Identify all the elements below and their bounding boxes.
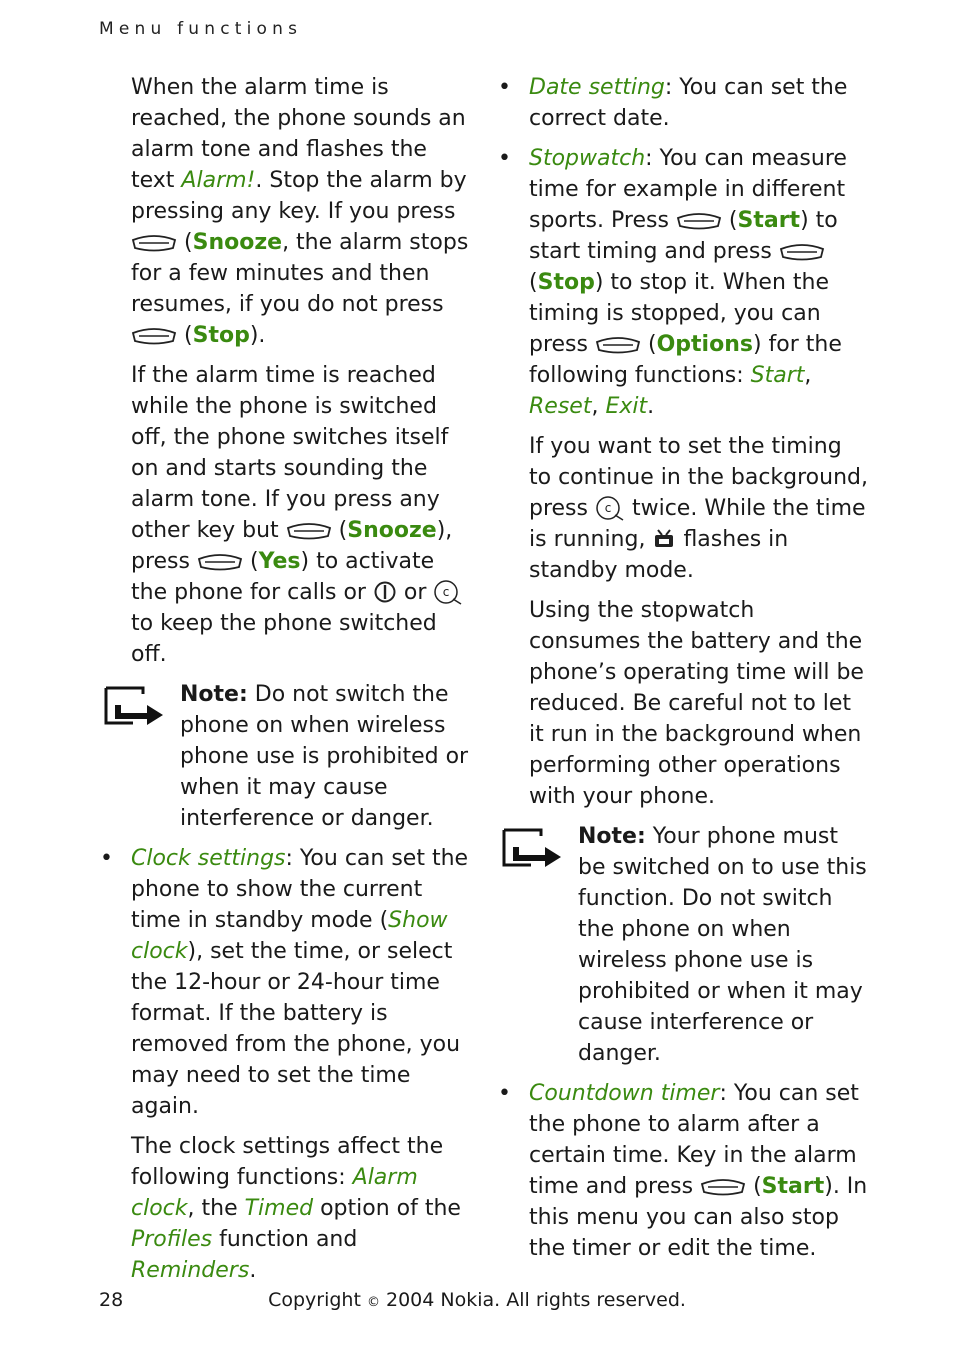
- alarm-clock-term: Alarm clock: [131, 1165, 418, 1221]
- bullet-dot: •: [100, 846, 113, 871]
- start-term: Start: [761, 1174, 825, 1199]
- power-key-icon: [373, 580, 397, 604]
- selection-key-icon: [131, 327, 177, 345]
- countdown-timer-term: Countdown timer: [529, 1081, 720, 1106]
- selection-key-icon: [595, 336, 641, 354]
- snooze-term: Snooze: [347, 518, 437, 543]
- reminders-term: Reminders: [131, 1258, 250, 1283]
- list-item-countdown-timer: • Countdown timer: You can set the phone to alarm after a certain time. Key in the alarm time and press (Start). In this menu you can also stop the timer or edit the time.: [499, 1078, 869, 1264]
- note-hand-icon: [103, 685, 165, 727]
- alarm-paragraph: When the alarm time is reached, the phone sounds an alarm tone and flashes the text Alarm!. Stop the alarm by pressing any key. If you press (Snooze, the alarm stops for a few minutes and then resumes, if you do not press (Stop).: [131, 75, 469, 348]
- left-column: [101, 72, 471, 1295]
- snooze-term: Snooze: [192, 230, 283, 255]
- copyright-symbol: ©: [366, 1295, 380, 1310]
- copyright-footer: Copyright © 2004 Nokia. All rights reserved.: [268, 1289, 686, 1311]
- running-header: Menu functions: [99, 19, 303, 39]
- note-box: Note: Do not switch the phone on when wireless phone use is prohibited or when it may cause interference or danger.: [101, 679, 471, 834]
- background-timing-paragraph: If you want to set the timing to continue in the background, press twice. While the time is running, flashes in standby mode.: [529, 434, 868, 583]
- profiles-term: Profiles: [131, 1227, 213, 1252]
- start-term: Start: [737, 208, 801, 233]
- stopwatch-term: Stopwatch: [529, 146, 646, 171]
- note-label: Note:: [578, 824, 646, 849]
- stop-term: Stop: [192, 323, 250, 348]
- list-item-date-setting: • Date setting: You can set the correct date.: [499, 72, 869, 134]
- selection-key-icon: [286, 522, 332, 540]
- clock-settings-term: Clock settings: [131, 846, 286, 871]
- alarm-off-paragraph: If the alarm time is reached while the phone is switched off, the phone switches itself on and starts sounding the alarm tone. If you press any other key but (Snooze), press (Yes) to activate the phone for calls or or to keep the phone switched off.: [131, 360, 471, 670]
- selection-key-icon: [197, 553, 243, 571]
- clock-affects-paragraph: The clock settings affect the following functions: Alarm clock, the Timed option of the Profiles function and Reminders.: [131, 1134, 461, 1283]
- exit-function-term: Exit: [605, 394, 648, 419]
- timed-term: Timed: [244, 1196, 314, 1221]
- start-function-term: Start: [750, 363, 805, 388]
- show-clock-term: Show clock: [131, 908, 448, 964]
- clear-key-icon: [433, 579, 463, 605]
- reset-function-term: Reset: [529, 394, 592, 419]
- page-number: 28: [99, 1289, 124, 1311]
- clear-key-icon: [595, 495, 625, 521]
- bullet-dot: •: [498, 1081, 511, 1106]
- options-term: Options: [656, 332, 753, 357]
- bullet-dot: •: [498, 75, 511, 100]
- note-box: Note: Your phone must be switched on to use this function. Do not switch the phone on when wireless phone use is prohibited or when it may cause interference or danger.: [499, 821, 869, 1069]
- stop-term: Stop: [537, 270, 595, 295]
- selection-key-icon: [700, 1178, 746, 1196]
- bullet-dot: •: [498, 146, 511, 171]
- list-item-clock-settings: • Clock settings: You can set the phone to show the current time in standby mode (Show clock), set the time, or select the 12-hour or 24-hour time format. If the battery is removed from the phone, you may need to set the time again.: [101, 843, 471, 1122]
- right-column: [499, 72, 869, 1273]
- alarm-term: Alarm!: [181, 168, 256, 193]
- battery-paragraph: Using the stopwatch consumes the battery and the phone’s operating time will be reduced. Be careful not to let it run in the background when performing other operations with your phone.: [529, 598, 864, 809]
- selection-key-icon: [676, 212, 722, 230]
- selection-key-icon: [131, 234, 177, 252]
- yes-term: Yes: [258, 549, 301, 574]
- note-label: Note:: [180, 682, 248, 707]
- note-hand-icon: [501, 827, 563, 869]
- selection-key-icon: [779, 243, 825, 261]
- date-setting-term: Date setting: [529, 75, 665, 100]
- list-item-stopwatch: • Stopwatch: You can measure time for example in different sports. Press (Start) to start timing and press (Stop) to stop it. When the timing is stopped, you can press (Options) for the following functions: Start, Reset, Exit.: [499, 143, 869, 422]
- stopwatch-indicator-icon: [652, 529, 676, 549]
